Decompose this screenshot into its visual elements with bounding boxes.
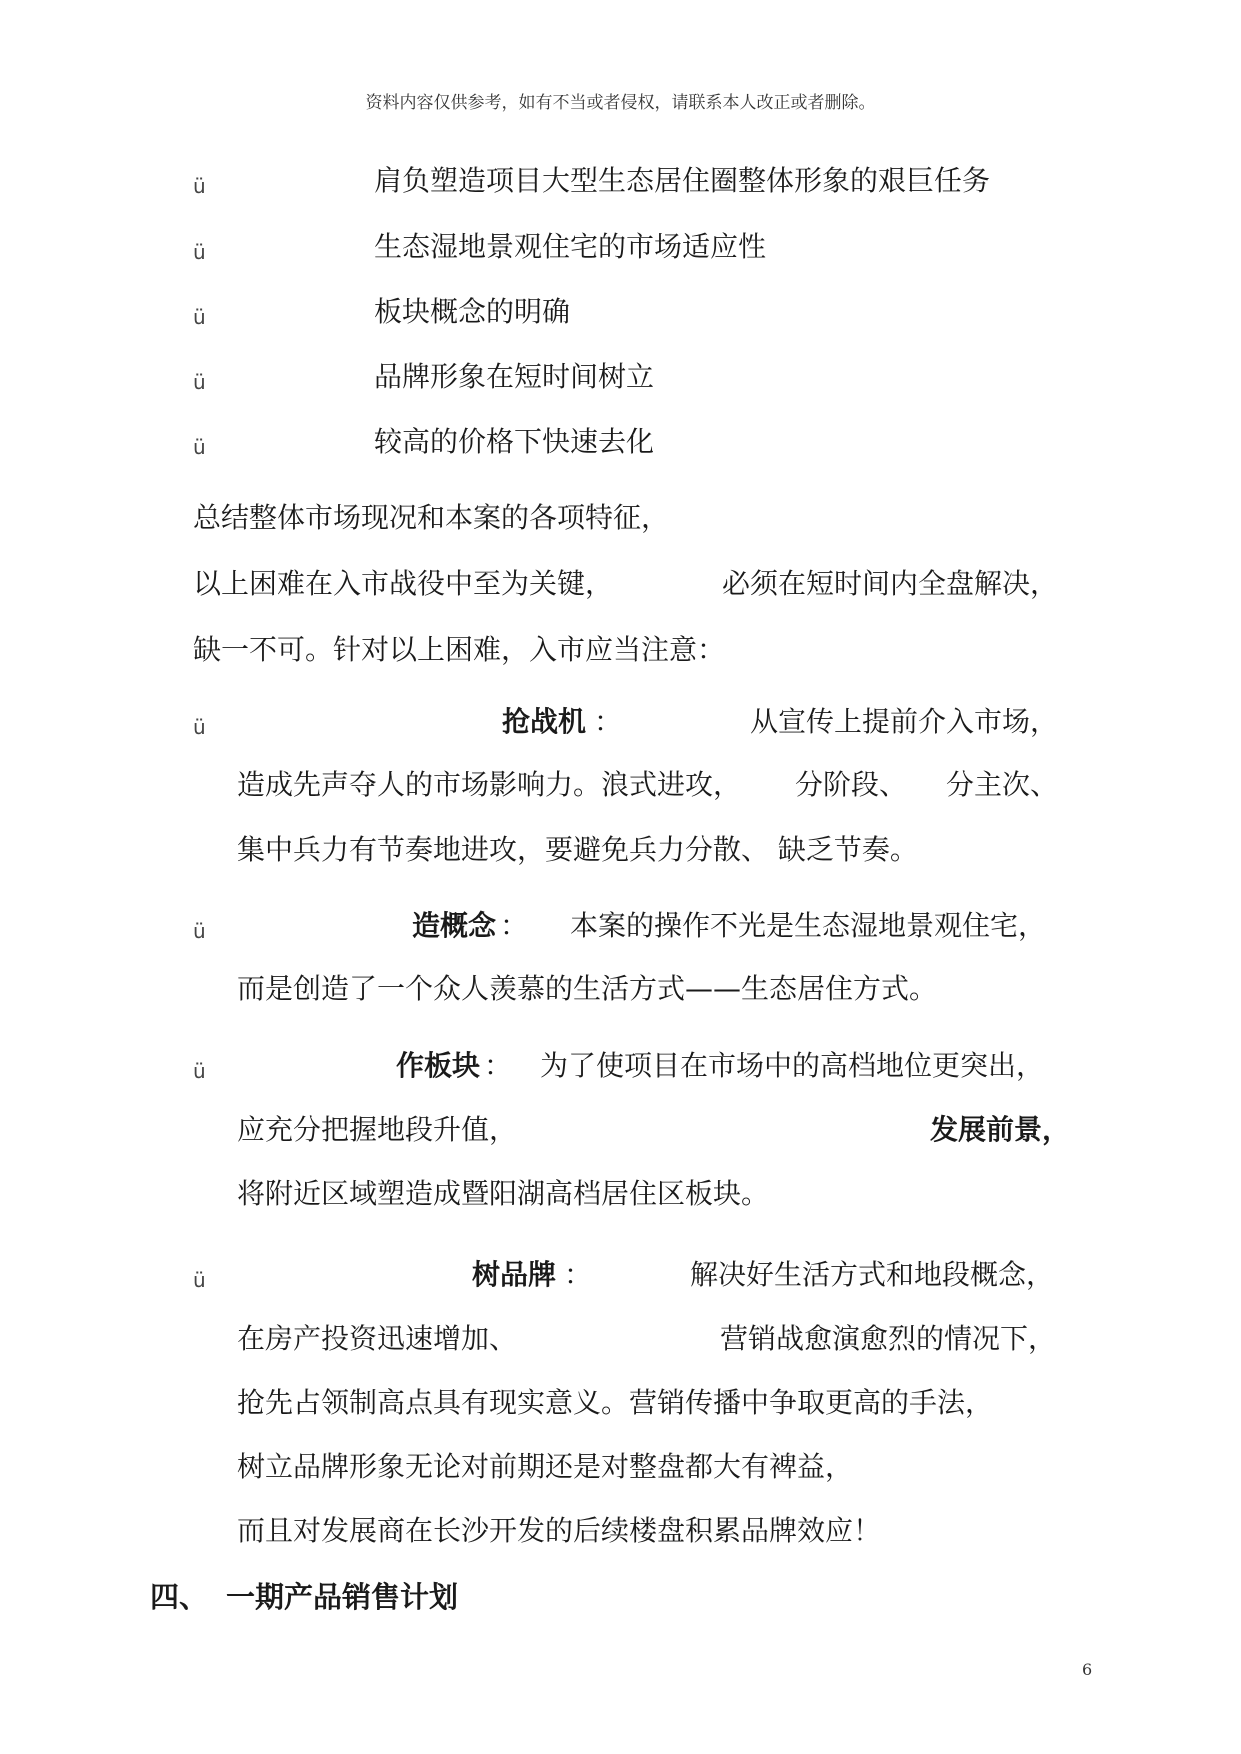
summary-line-1: 总结整体市场现况和本案的各项特征， (193, 501, 670, 534)
strategy-lead: 本案的操作不光是生态湿地景观住宅， (570, 909, 1047, 942)
strategy-text: 集中兵力有节奏地进攻，要避免兵力分散、 缺乏节奏。 (237, 833, 918, 866)
strategy-text: 在房产投资迅速增加、 (237, 1322, 518, 1355)
bullet-icon: ü (193, 1268, 206, 1292)
bullet-icon: ü (193, 370, 206, 394)
strategy-lead: 从宣传上提前介入市场， (750, 705, 1059, 738)
difficulty-item: 肩负塑造项目大型生态居住圈整体形象的艰巨任务 (374, 164, 991, 197)
difficulty-item: 板块概念的明确 (374, 295, 571, 328)
difficulty-item: 生态湿地景观住宅的市场适应性 (374, 230, 767, 263)
strategy-text: 应充分把握地段升值， (237, 1113, 518, 1146)
bullet-icon: ü (193, 305, 206, 329)
bullet-icon: ü (193, 715, 206, 739)
strategy-lead: 解决好生活方式和地段概念， (690, 1258, 1055, 1291)
strategy-title: 抢战机 (502, 705, 587, 738)
bullet-icon: ü (193, 919, 206, 943)
difficulty-item: 品牌形象在短时间树立 (374, 360, 655, 393)
bullet-icon: ü (193, 435, 206, 459)
strategy-text: 而且对发展商在长沙开发的后续楼盘积累品牌效应！ (237, 1514, 882, 1547)
summary-line-2b: 必须在短时间内全盘解决， (722, 567, 1059, 600)
strategy-title: 造概念 (412, 909, 497, 942)
strategy-text: 分主次、 (946, 768, 1059, 801)
difficulty-item: 较高的价格下快速去化 (374, 425, 655, 458)
strategy-text: 分阶段、 (795, 768, 908, 801)
bullet-icon: ü (193, 174, 206, 198)
page-header-disclaimer: 资料内容仅供参考，如有不当或者侵权，请联系本人改正或者删除。 (365, 93, 876, 113)
strategy-text: 造成先声夺人的市场影响力。浪式进攻， (237, 768, 742, 801)
strategy-text-bold: 发展前景， (930, 1113, 1071, 1146)
strategy-lead: 为了使项目在市场中的高档地位更突出， (540, 1049, 1045, 1082)
section-title: 一期产品销售计划 (226, 1580, 459, 1614)
strategy-colon: ： (594, 705, 623, 738)
bullet-icon: ü (193, 1059, 206, 1083)
strategy-text: 抢先占领制高点具有现实意义。营销传播中争取更高的手法， (237, 1386, 994, 1419)
strategy-colon: ： (484, 1049, 513, 1082)
strategy-colon: ： (500, 909, 529, 942)
page-number: 6 (1082, 1660, 1093, 1679)
section-number: 四、 (150, 1580, 209, 1614)
strategy-colon: ： (564, 1258, 593, 1291)
bullet-icon: ü (193, 240, 206, 264)
strategy-text: 将附近区域塑造成暨阳湖高档居住区板块。 (237, 1177, 770, 1210)
strategy-text: 而是创造了一个众人羡慕的生活方式——生态居住方式。 (237, 972, 938, 1005)
summary-line-3: 缺一不可。针对以上困难，入市应当注意： (193, 633, 726, 666)
strategy-text: 营销战愈演愈烈的情况下， (720, 1322, 1057, 1355)
strategy-title: 树品牌 (472, 1258, 557, 1291)
strategy-text: 树立品牌形象无论对前期还是对整盘都大有裨益， (237, 1450, 854, 1483)
strategy-title: 作板块 (396, 1049, 481, 1082)
summary-line-2a: 以上困难在入市战役中至为关键， (193, 567, 614, 600)
